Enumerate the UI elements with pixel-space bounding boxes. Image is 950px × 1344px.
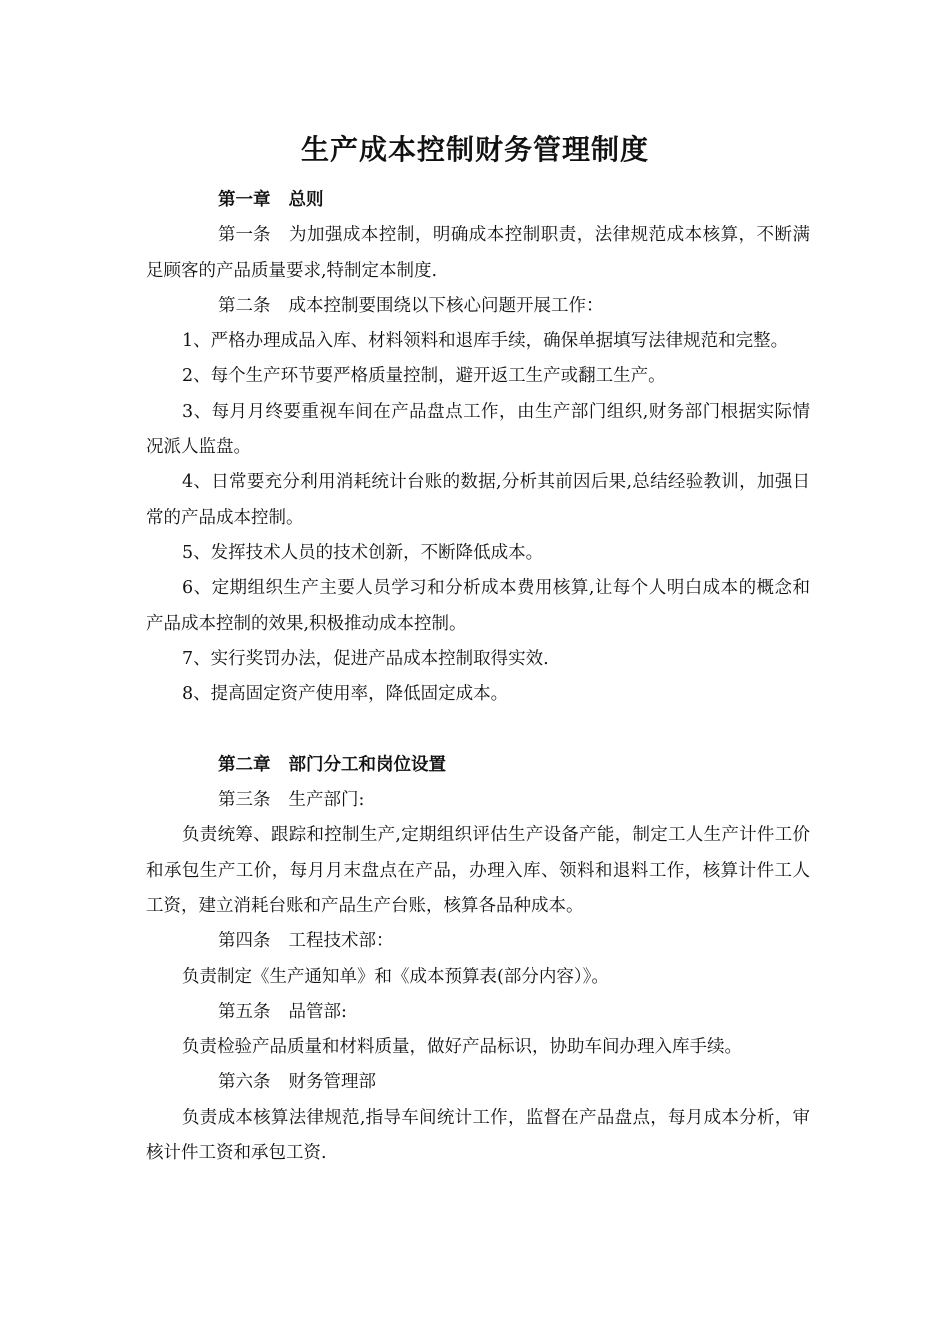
list-item-6: 6、定期组织生产主要人员学习和分析成本费用核算,让每个人明白成本的概念和产品成本控制的效果,积极推动成本控制。 <box>146 578 810 634</box>
article-4-name: 工程技术部： <box>288 931 394 952</box>
article-5-name: 品管部: <box>288 1001 347 1022</box>
article-1 <box>146 218 810 289</box>
article-5-label: 第五条 <box>218 1001 271 1022</box>
article-6-text: 负责成本核算法律规范,指导车间统计工作，监督在产品盘点，每月成本分析，审核计件工资和承包工资. <box>146 1107 810 1164</box>
chapter-1-heading <box>146 183 810 218</box>
article-1-label: 第一条 <box>218 225 271 246</box>
article-3-label: 第三条 <box>218 790 271 811</box>
article-2-label: 第二条 <box>218 295 271 316</box>
chapter-1-name: 总则 <box>288 190 324 210</box>
list-item-2: 2、每个生产环节要严格质量控制，避开返工生产或翻工生产。 <box>182 366 666 387</box>
list-item-8: 8、提高固定资产使用率，降低固定成本。 <box>182 684 509 705</box>
article-6-name: 财务管理部 <box>288 1072 376 1093</box>
chapter-2-name: 部门分工和岗位设置 <box>288 754 446 775</box>
chapter-2-heading <box>146 748 810 783</box>
list-item-4: 4、日常要充分利用消耗统计台账的数据,分析其前因后果,总结经验教训，加强日常的产品成本控制。 <box>146 472 810 528</box>
document-title: 生产成本控制财务管理制度 <box>300 133 649 166</box>
list-item-7: 7、实行奖罚办法，促进产品成本控制取得实效. <box>182 648 549 669</box>
document-body <box>146 183 810 1171</box>
article-6 <box>146 1065 810 1100</box>
article-5-text: 负责检验产品质量和材料质量，做好产品标识，协助车间办理入库手续。 <box>182 1037 742 1058</box>
chapter-1-label: 第一章 <box>218 190 271 210</box>
chapter-2-label: 第二章 <box>218 754 271 775</box>
list-item-1: 1、严格办理成品入库、材料领料和退库手续，确保单据填写法律规范和完整。 <box>182 331 789 352</box>
article-3-name: 生产部门: <box>288 790 365 811</box>
section-spacer <box>146 712 810 747</box>
article-4-text: 负责制定《生产通知单》和《成本预算表(部分内容）》。 <box>182 966 609 987</box>
article-5 <box>146 995 810 1030</box>
article-3-text: 负责统筹、跟踪和控制生产,定期组织评估生产设备产能，制定工人生产计件工价和承包生产工价，每月月末盘点在产品，办理入库、领料和退料工作，核算计件工人工资，建立消耗台账和产品生产台账，核算各品种成本。 <box>146 825 810 916</box>
list-item-3: 3、每月月终要重视车间在产品盘点工作，由生产部门组织,财务部门根据实际情况派人监盘。 <box>146 401 810 458</box>
article-1-text: 为加强成本控制，明确成本控制职责，法律规范成本核算，不断满足顾客的产品质量要求,特制定本制度. <box>146 225 810 281</box>
article-6-label: 第六条 <box>218 1072 271 1093</box>
article-2-text: 成本控制要围绕以下核心问题开展工作： <box>288 295 604 316</box>
article-4-label: 第四条 <box>218 931 271 952</box>
article-4 <box>146 924 810 959</box>
list-item-5: 5、发挥技术人员的技术创新，不断降低成本。 <box>182 542 544 563</box>
article-2 <box>146 289 810 324</box>
article-3 <box>146 783 810 818</box>
